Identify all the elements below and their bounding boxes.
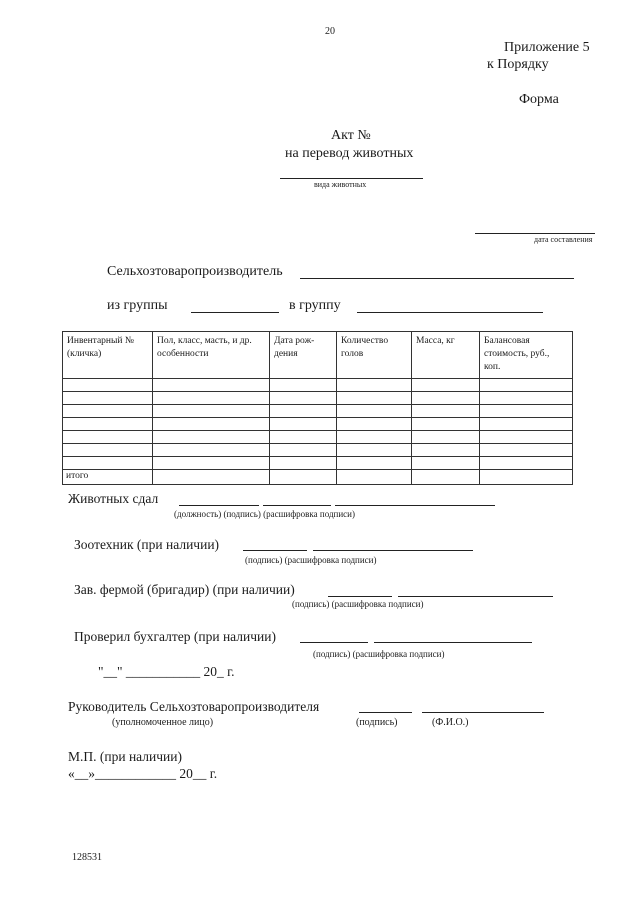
to-group-line: [357, 312, 543, 313]
table-row: [63, 444, 573, 457]
table-row: [63, 431, 573, 444]
handed-position-line: [179, 505, 259, 506]
document-number: 128531: [72, 852, 102, 863]
acc-name-line: [374, 642, 532, 643]
handed-name-line: [335, 505, 495, 506]
handed-captions: (должность) (подпись) (расшифровка подписи): [174, 509, 355, 519]
header-book-value: Балансовая стоимость, руб., коп.: [480, 332, 573, 379]
zoo-sign-line: [243, 550, 307, 551]
stamp-label: М.П. (при наличии): [68, 749, 182, 764]
stamp-date-line: «__»____________ 20__ г.: [68, 766, 218, 781]
handed-label: Животных сдал: [68, 491, 159, 506]
acc-captions: (подпись) (расшифровка подписи): [313, 649, 445, 659]
total-label: итого: [63, 470, 153, 485]
table-header-row: [63, 332, 573, 379]
zoo-label: Зоотехник (при наличии): [74, 537, 220, 552]
head-label: Руководитель Сельхозтоваропроизводителя: [68, 699, 320, 714]
date-line: "__" ___________ 20_ г.: [98, 664, 235, 679]
head-caption-authorized: (уполномоченное лицо): [112, 717, 214, 728]
appendix-label: Приложение 5: [504, 40, 590, 55]
table-row: [63, 418, 573, 431]
animal-type-caption: вида животных: [314, 180, 367, 189]
producer-label: Сельхозтоваропроизводитель: [107, 264, 283, 279]
zoo-name-line: [313, 550, 473, 551]
handed-sign-line: [263, 505, 331, 506]
acc-label: Проверил бухгалтер (при наличии): [74, 629, 276, 644]
header-birth-date: Дата рож-дения: [270, 332, 337, 379]
from-group-label: из группы: [107, 298, 168, 313]
farm-name-line: [398, 596, 553, 597]
animals-table: [62, 331, 573, 485]
producer-line: [300, 278, 574, 279]
from-group-line: [191, 312, 279, 313]
appendix-sub: к Порядку: [487, 57, 549, 72]
farm-sign-line: [328, 596, 392, 597]
farm-captions: (подпись) (расшифровка подписи): [292, 599, 424, 609]
head-name-line: [422, 712, 544, 713]
animal-type-line: [280, 178, 423, 179]
date-compiled-line: [475, 233, 595, 234]
table-row: [63, 405, 573, 418]
table-row: [63, 457, 573, 470]
header-head-count: Количество голов: [337, 332, 412, 379]
date-compiled-caption: дата составления: [534, 235, 593, 244]
header-sex-class: Пол, класс, масть, и др. особенности: [153, 332, 270, 379]
table-row: [63, 379, 573, 392]
table-row: [63, 392, 573, 405]
farm-label: Зав. фермой (бригадир) (при наличии): [74, 582, 295, 597]
to-group-label: в группу: [289, 298, 341, 313]
head-caption-sign: (подпись): [356, 717, 398, 728]
page-number: 20: [325, 26, 335, 37]
zoo-captions: (подпись) (расшифровка подписи): [245, 555, 377, 565]
table-total-row: [63, 470, 573, 485]
doc-title: Акт №: [331, 128, 371, 143]
header-mass: Масса, кг: [412, 332, 480, 379]
doc-subtitle: на перевод животных: [285, 146, 414, 161]
acc-sign-line: [300, 642, 368, 643]
head-sign-line: [359, 712, 412, 713]
header-inventory: Инвентарный № (кличка): [63, 332, 153, 379]
form-label: Форма: [519, 92, 559, 107]
head-caption-fio: (Ф.И.О.): [432, 717, 469, 728]
